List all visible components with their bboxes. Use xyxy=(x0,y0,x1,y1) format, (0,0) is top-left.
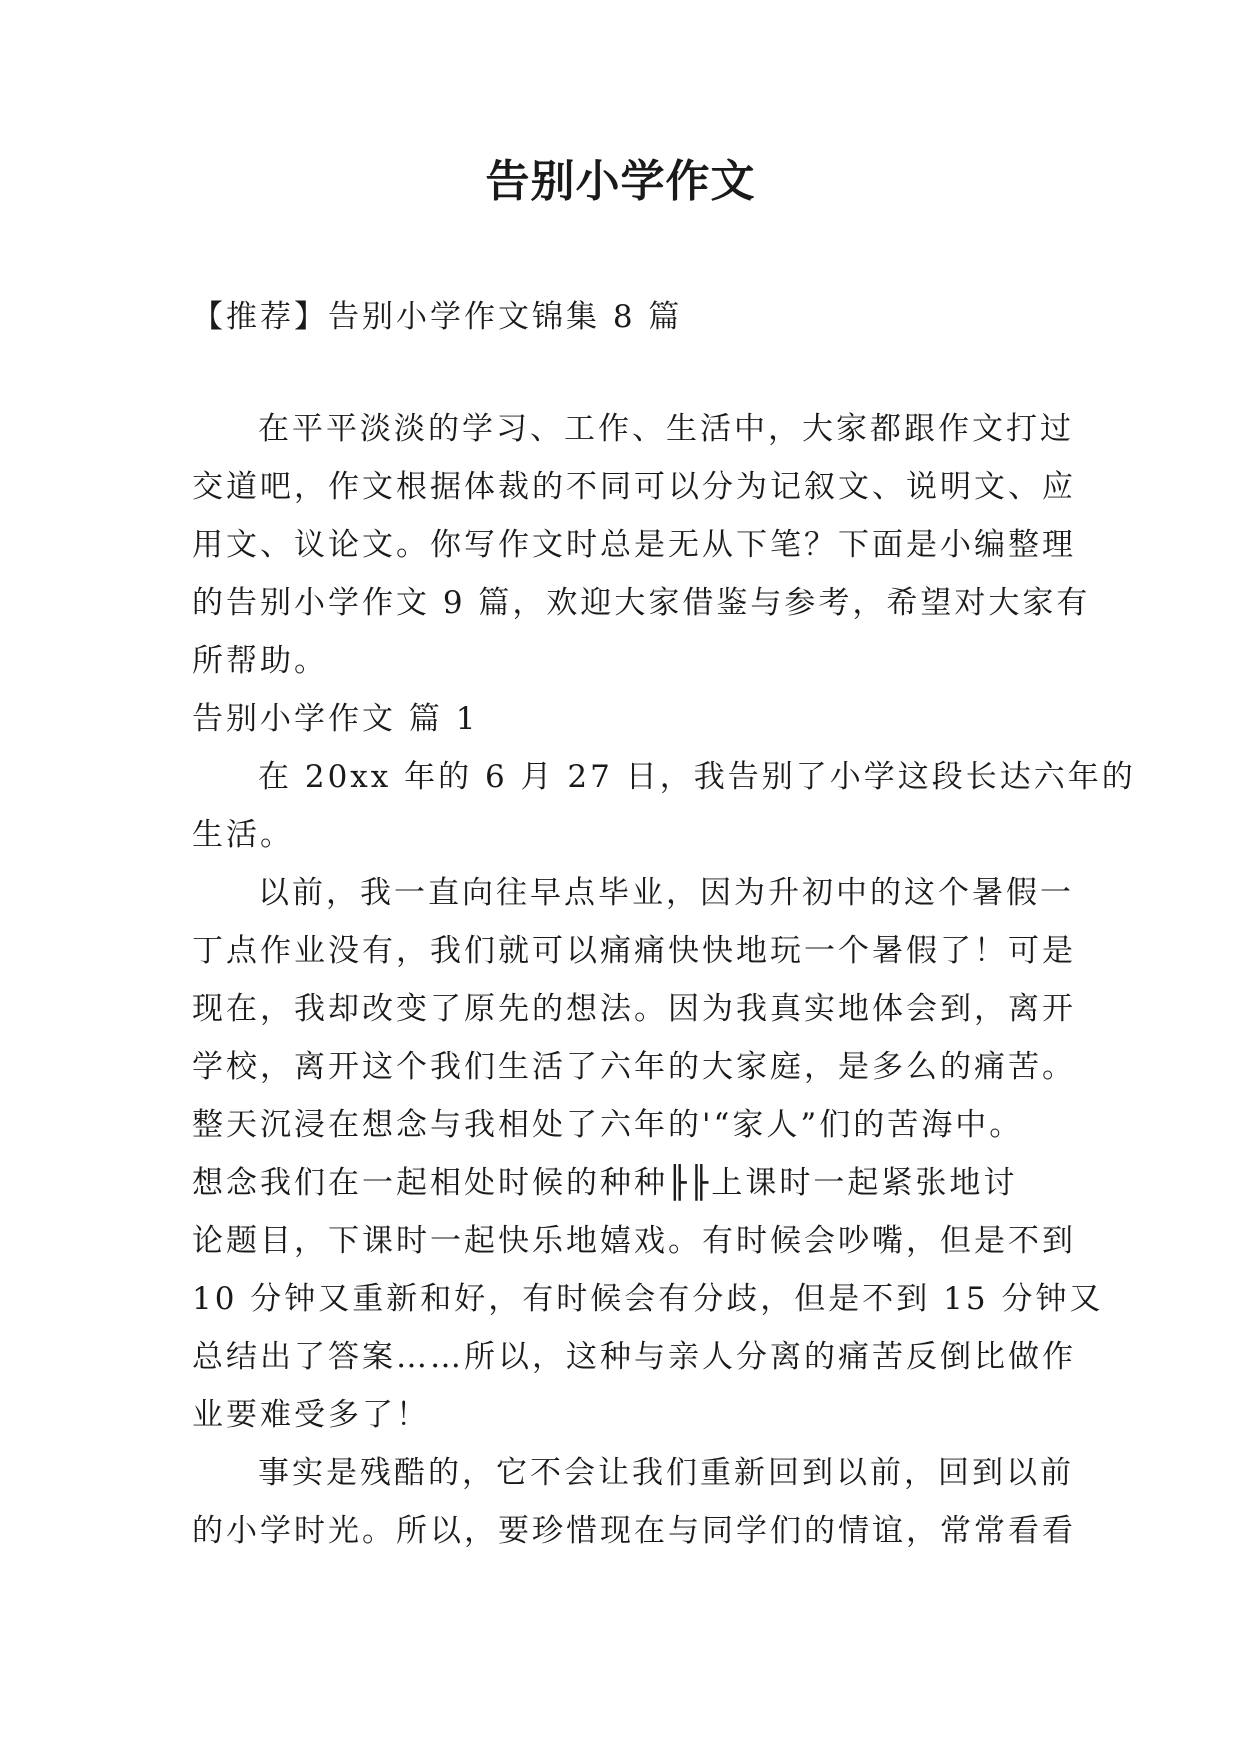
intro-line: 的告别小学作文 9 篇，欢迎大家借鉴与参考，希望对大家有 xyxy=(192,585,1091,621)
intro-paragraph xyxy=(192,400,1091,690)
paragraph-2 xyxy=(192,864,1104,1444)
paragraph-line: 学校，离开这个我们生活了六年的大家庭，是多么的痛苦。 xyxy=(192,1049,1076,1085)
intro-line: 所帮助。 xyxy=(192,643,328,679)
paragraph-line: 事实是残酷的，它不会让我们重新回到以前，回到以前 xyxy=(258,1455,1074,1491)
paragraph-line: 10 分钟又重新和好，有时候会有分歧，但是不到 15 分钟又 xyxy=(192,1281,1104,1317)
paragraph-line: 以前，我一直向往早点毕业，因为升初中的这个暑假一 xyxy=(258,875,1074,911)
intro-line: 在平平淡淡的学习、工作、生活中，大家都跟作文打过 xyxy=(258,411,1074,447)
intro-line: 交道吧，作文根据体裁的不同可以分为记叙文、说明文、应 xyxy=(192,469,1076,505)
paragraph-line: 丁点作业没有，我们就可以痛痛快快地玩一个暑假了！可是 xyxy=(192,933,1076,969)
document-body xyxy=(192,288,1136,1560)
paragraph-line: 论题目，下课时一起快乐地嬉戏。有时候会吵嘴，但是不到 xyxy=(192,1223,1076,1259)
paragraph-line: 在 20xx 年的 6 月 27 日，我告别了小学这段长达六年的 xyxy=(258,759,1136,795)
spacer xyxy=(192,346,1052,400)
section-heading: 告别小学作文 篇 1 xyxy=(192,701,479,737)
paragraph-line: 想念我们在一起相处时候的种种╟╟上课时一起紧张地讨 xyxy=(192,1165,1018,1201)
paragraph-line: 的小学时光。所以，要珍惜现在与同学们的情谊，常常看看 xyxy=(192,1513,1076,1549)
intro-line: 用文、议论文。你写作文时总是无从下笔？下面是小编整理 xyxy=(192,527,1076,563)
document-title: 告别小学作文 xyxy=(485,156,756,207)
paragraph-line: 总结出了答案……所以，这种与亲人分离的痛苦反倒比做作 xyxy=(192,1339,1076,1375)
paragraph-line: 业要难受多了！ xyxy=(192,1397,430,1433)
paragraph-line: 现在，我却改变了原先的想法。因为我真实地体会到，离开 xyxy=(192,991,1076,1027)
paragraph-3 xyxy=(192,1444,1076,1560)
paragraph-line: 生活。 xyxy=(192,817,294,853)
paragraph-1 xyxy=(192,748,1136,864)
document-subtitle: 【推荐】告别小学作文锦集 8 篇 xyxy=(192,299,683,335)
paragraph-line: 整天沉浸在想念与我相处了六年的'“家人”们的苦海中。 xyxy=(192,1107,1024,1143)
